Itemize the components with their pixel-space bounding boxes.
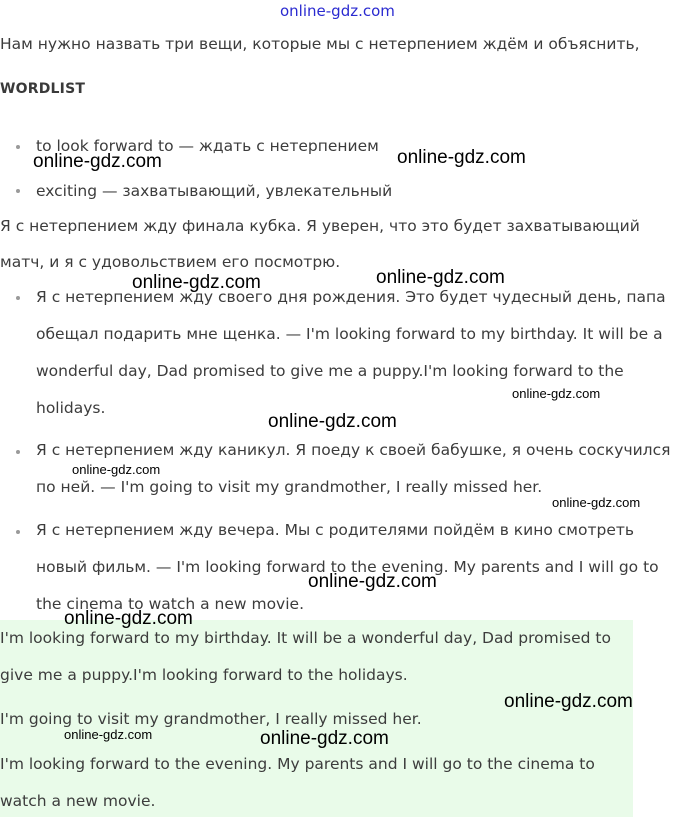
example-paragraph: Я с нетерпением жду финала кубка. Я уверен, что это будет захватывающий матч, и я с удовольствием его посмотрю. — [0, 217, 640, 271]
site-brand: online-gdz.com — [280, 2, 395, 20]
intro-text: Нам нужно назвать три вещи, которые мы с нетерпением ждём и объяснить, — [0, 35, 640, 53]
watermark: online-gdz.com — [504, 691, 633, 712]
watermark: online-gdz.com — [552, 495, 641, 510]
watermark: online-gdz.com — [512, 386, 601, 401]
wordlist-item-text: to look forward to — ждать с нетерпением — [36, 137, 379, 155]
bullet-icon — [16, 189, 20, 193]
bullet-icon — [16, 296, 20, 300]
answer-text: I'm looking forward to the evening. My parents and I will go to the cinema to watch a new movie. — [0, 755, 595, 810]
watermark: online-gdz.com — [260, 728, 389, 749]
watermark: online-gdz.com — [72, 462, 161, 477]
answer-text: I'm going to visit my grandmother, I really missed her. — [0, 710, 422, 728]
watermark: online-gdz.com — [132, 272, 261, 293]
example-item-text: Я с нетерпением жду каникул. Я поеду к своей бабушке, я очень соскучился по ней. — I'm going to visit my grandmother, I really missed her. — [36, 441, 671, 496]
watermark: online-gdz.com — [64, 727, 153, 742]
watermark: online-gdz.com — [308, 571, 437, 592]
wordlist-heading: WORDLIST — [0, 81, 86, 97]
answer-box — [0, 620, 633, 817]
watermark: online-gdz.com — [397, 147, 526, 168]
example-item-text: Я с нетерпением жду своего дня рождения. Это будет чудесный день, папа обещал подарить мне щенка. — I'm looking forward to my birthday. It will be a wonderful day, Dad promised to give me a puppy.I'm looking forward to the holidays. — [36, 288, 666, 417]
watermark: online-gdz.com — [33, 151, 162, 172]
wordlist-item-text: exciting — захватывающий, увлекательный — [36, 182, 393, 200]
watermark: online-gdz.com — [64, 608, 193, 629]
bullet-icon — [16, 145, 20, 149]
bullet-icon — [16, 450, 20, 454]
bullet-icon — [16, 530, 20, 534]
watermark: online-gdz.com — [376, 267, 505, 288]
answer-text: I'm looking forward to my birthday. It will be a wonderful day, Dad promised to give me a puppy.I'm looking forward to the holidays. — [0, 629, 611, 684]
watermark: online-gdz.com — [268, 411, 397, 432]
example-item-text: Я с нетерпением жду вечера. Мы с родителями пойдём в кино смотреть новый фильм. — I'm looking forward to the evening. My parents and I will go to the cinema to watch a new movie. — [36, 521, 659, 613]
